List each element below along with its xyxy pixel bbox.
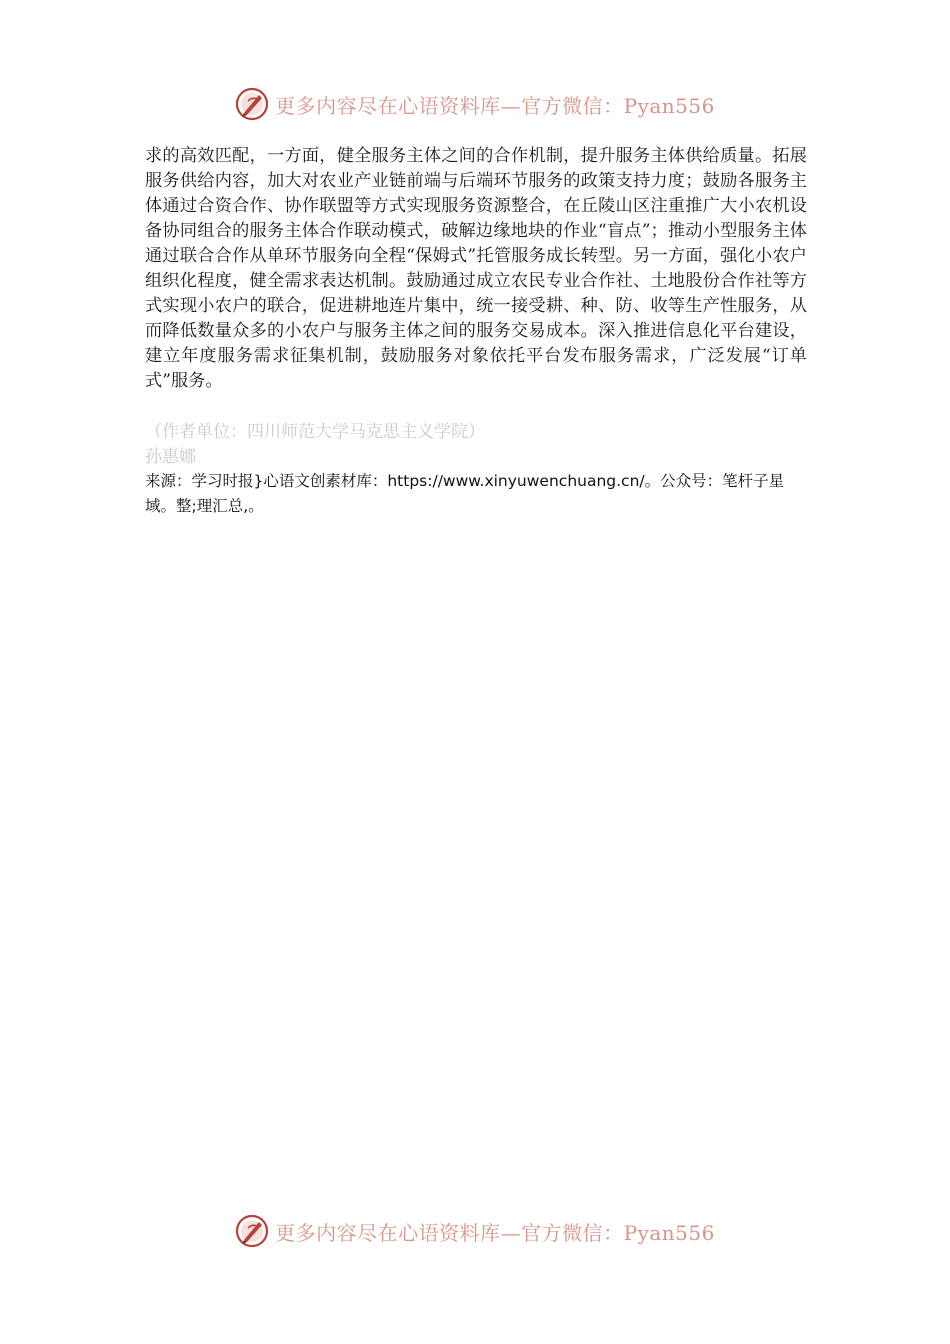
quill-pen-seal-icon [235,87,269,121]
source-note: 来源：学习时报}心语文创素材库：https://www.xinyuwenchuang.cn/。公众号：笔杆子星域。整;理汇总,。 [145,472,785,515]
banner-text: 更多内容尽在心语资料库—官方微信：Pyan556 [275,93,715,118]
article-body [145,144,807,394]
banner-text: 更多内容尽在心语资料库—官方微信：Pyan556 [275,1220,715,1245]
footer-banner [0,1211,950,1251]
author-affiliation: （作者单位：四川师范大学马克思主义学院） [145,422,485,442]
article-paragraph: 求的高效匹配，一方面，健全服务主体之间的合作机制，提升服务主体供给质量。拓展服务供给内容，加大对农业产业链前端与后端环节服务的政策支持力度；鼓励各服务主体通过合资合作、协作联盟等方式实现服务资源整合，在丘陵山区注重推广大小农机设备协同组合的服务主体合作联动模式，破解边缘地块的作业“盲点”；推动小型服务主体通过联合合作从单环节服务向全程“保姆式”托管服务成长转型。另一方面，强化小农户组织化程度，健全需求表达机制。鼓励通过成立农民专业合作社、土地股份合作社等方式实现小农户的联合，促进耕地连片集中，统一接受耕、种、防、收等生产性服务，从而降低数量众多的小农户与服务主体之间的服务交易成本。深入推进信息化平台建设，建立年度服务需求征集机制，鼓励服务对象依托平台发布服务需求，广泛发展“订单式”服务。 [145,146,807,391]
header-banner [0,84,950,124]
quill-pen-seal-icon [235,1214,269,1248]
author-name: 孙惠娜 [145,447,196,467]
